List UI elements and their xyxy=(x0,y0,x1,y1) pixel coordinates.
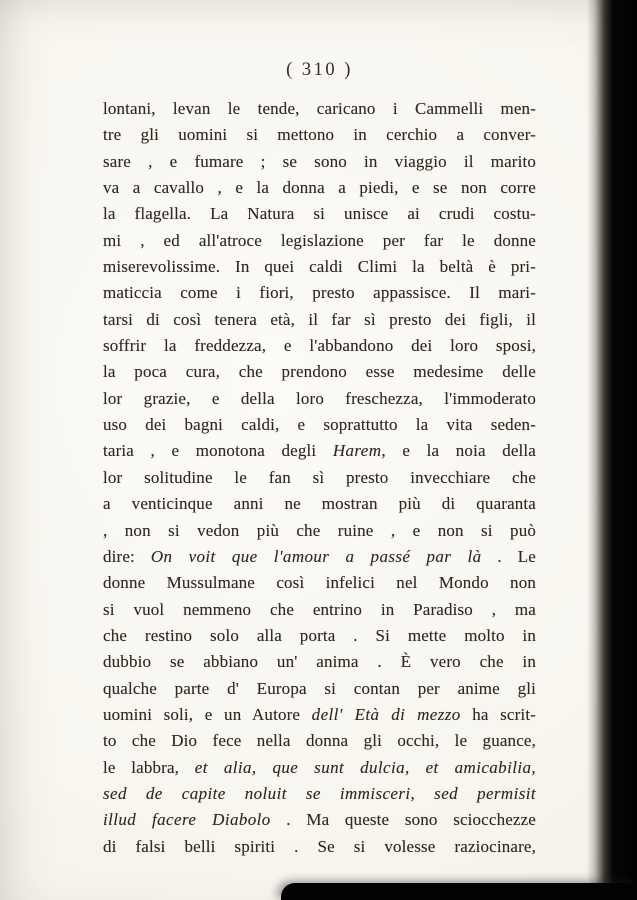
text-segment: le labbra, xyxy=(103,757,195,777)
text-line xyxy=(103,597,536,623)
text-line xyxy=(103,491,536,517)
text-line xyxy=(103,307,536,333)
text-segment: ha scrit- xyxy=(460,704,536,724)
text-line xyxy=(103,807,536,833)
text-line xyxy=(103,676,536,702)
text-segment: che restino solo alla porta . Si mette molto in xyxy=(103,625,536,645)
text-line xyxy=(103,280,536,306)
text-line xyxy=(103,728,536,754)
text-line xyxy=(103,412,536,438)
text-segment: a venticinque anni ne mostran più di quaranta xyxy=(103,494,536,514)
text-segment: mi , ed all'atroce legislazione per far le donne xyxy=(103,230,536,250)
text-line xyxy=(103,333,536,359)
text-line xyxy=(103,201,536,227)
text-segment: dire: xyxy=(103,546,151,566)
text-segment: , e la noia della xyxy=(381,441,536,461)
text-line xyxy=(103,386,536,412)
text-line xyxy=(103,228,536,254)
text-segment: lor grazie, e della loro freschezza, l'immoderato xyxy=(103,388,536,408)
text-segment: la flagella. La Natura si unisce ai crudi costu- xyxy=(103,204,536,224)
text-segment: donne Mussulmane così infelici nel Mondo non xyxy=(103,573,536,593)
text-segment-italic: illud facere Diabolo xyxy=(103,810,271,830)
text-segment-italic: Harem xyxy=(332,441,382,461)
text-segment: lontani, levan le tende, caricano i Cammelli men- xyxy=(103,99,536,118)
text-line xyxy=(103,96,536,122)
text-segment: maticcia come i fiori, presto appassisce. Il mari- xyxy=(103,283,536,303)
text-segment: , non si vedon più che ruine , e non si può xyxy=(103,520,536,540)
text-line xyxy=(103,834,536,860)
text-segment: la poca cura, che prendono esse medesime delle xyxy=(103,362,536,382)
text-line xyxy=(103,649,536,675)
page-text xyxy=(103,96,536,860)
text-line xyxy=(103,254,536,280)
text-line xyxy=(103,623,536,649)
text-segment: di falsi belli spiriti . Se si volesse raziocinare, xyxy=(103,836,536,856)
text-segment: qualche parte d' Europa si contan per anime gli xyxy=(103,678,536,698)
text-segment: lor solitudine le fan sì presto invecchiare che xyxy=(103,467,536,487)
text-segment: si vuol nemmeno che entrino in Paradiso , ma xyxy=(103,599,536,619)
text-segment: taria , e monotona degli xyxy=(103,441,333,461)
text-segment: va a cavallo , e la donna a piedi, e se non corre xyxy=(103,178,536,198)
text-line xyxy=(103,122,536,148)
text-segment: . Ma queste sono sciocchezze xyxy=(270,810,536,830)
text-segment-italic: et alia, que sunt dulcia, et amicabilia, xyxy=(194,757,536,777)
text-segment-italic: sed de capite noluit se immisceri, sed permisit xyxy=(103,783,536,803)
scan-black-edge-right xyxy=(587,0,637,900)
text-segment: uso dei bagni caldi, e soprattutto la vita seden- xyxy=(103,415,536,435)
text-line xyxy=(103,175,536,201)
text-line xyxy=(103,781,536,807)
text-segment: tarsi di così tenera età, il far sì presto dei figli, il xyxy=(103,309,536,329)
text-segment: to che Dio fece nella donna gli occhi, le guance, xyxy=(103,731,536,751)
scan-black-edge-bottom xyxy=(281,883,637,900)
text-segment: tre gli uomini si mettono in cerchio a conver- xyxy=(103,125,536,145)
text-line xyxy=(103,518,536,544)
text-line xyxy=(103,544,536,570)
text-segment: soffrir la freddezza, e l'abbandono dei loro sposi, xyxy=(103,336,536,356)
text-line xyxy=(103,570,536,596)
text-segment-italic: dell' Età di mezzo xyxy=(311,704,461,724)
text-line xyxy=(103,438,536,464)
text-segment-italic: On voit que l'amour a passé par là xyxy=(150,546,482,566)
text-segment: miserevolissime. In quei caldi Climi la beltà è pri- xyxy=(103,257,536,277)
text-segment: sare , e fumare ; se sono in viaggio il marito xyxy=(103,151,536,171)
text-line xyxy=(103,755,536,781)
text-line xyxy=(103,359,536,385)
text-line xyxy=(103,702,536,728)
text-line xyxy=(103,149,536,175)
text-segment: dubbio se abbiano un' anima . È vero che in xyxy=(103,652,536,672)
text-segment: uomini soli, e un Autore xyxy=(103,704,312,724)
text-segment: . Le xyxy=(481,546,536,566)
text-line xyxy=(103,465,536,491)
page-number: ( 310 ) xyxy=(286,60,353,80)
